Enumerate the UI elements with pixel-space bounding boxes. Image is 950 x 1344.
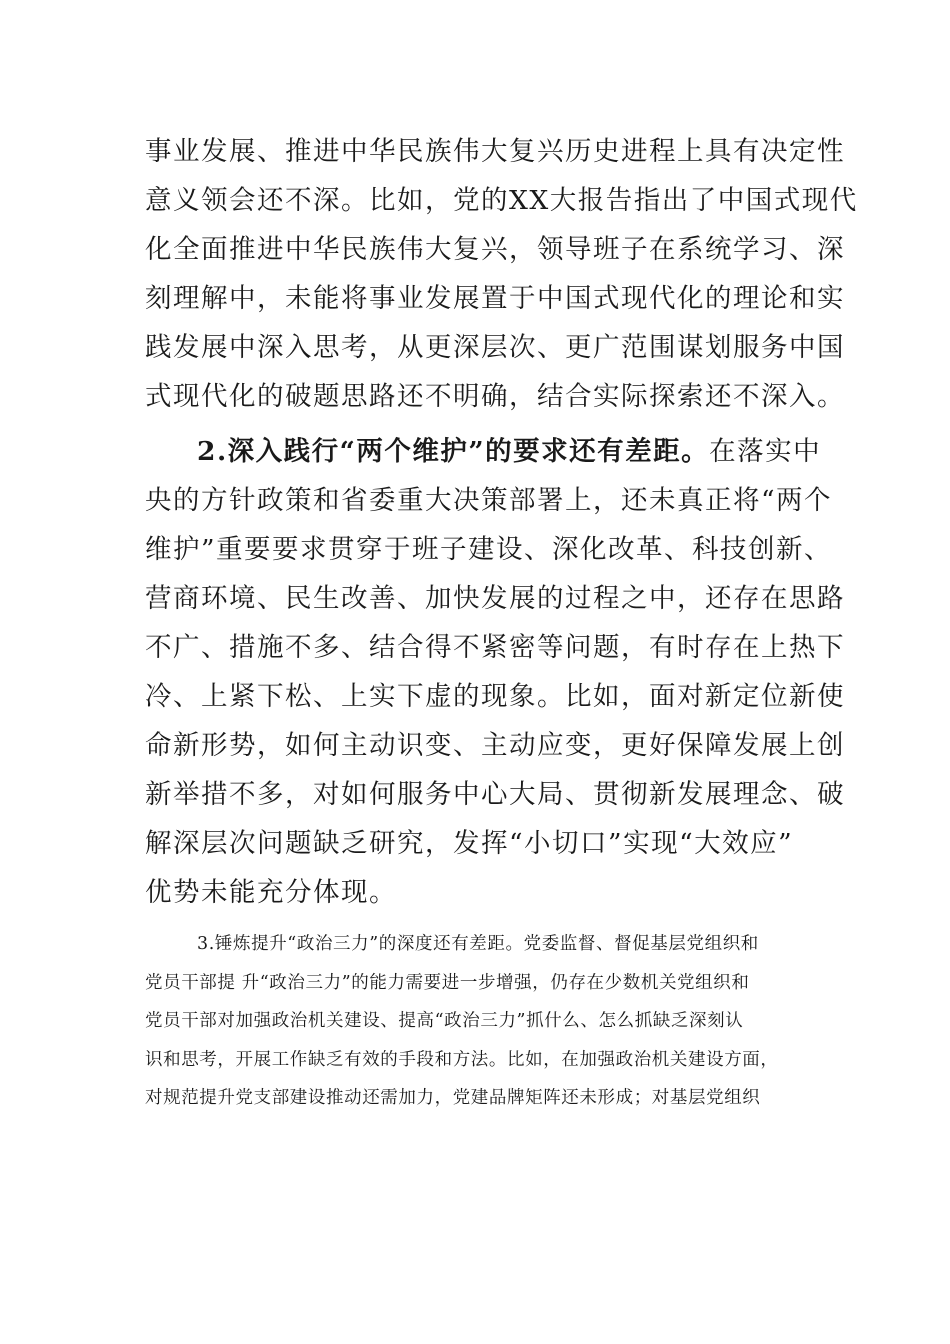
paragraph-2 (145, 427, 845, 917)
paragraph-1-line: 刻理解中，未能将事业发展置于中国式现代化的理论和实 (145, 283, 845, 314)
paragraph-2-line: 营商环境、民生改善、加快发展的过程之中，还存在思路 (145, 583, 845, 614)
paragraph-2-line: 解深层次问题缺乏研究，发挥“小切口”实现“大效应” (145, 828, 794, 859)
paragraph-1-line: 事业发展、推进中华民族伟大复兴历史进程上具有决定性 (145, 136, 845, 167)
paragraph-3-line: 党员干部对加强政治机关建设、提高“政治三力”抓什么、怎么抓缺乏深刻认 (145, 1011, 744, 1031)
paragraph-2-heading: 2.深入践行“两个维护”的要求还有差距。 (197, 436, 710, 467)
paragraph-3 (145, 925, 815, 1118)
paragraph-1 (145, 127, 858, 421)
paragraph-3-line: 对规范提升党支部建设推动还需加力，党建品牌矩阵还未形成；对基层党组织 (145, 1088, 761, 1108)
paragraph-2-line: 命新形势，如何主动识变、主动应变，更好保障发展上创 (145, 730, 845, 761)
paragraph-1-line: 践发展中深入思考，从更深层次、更广范围谋划服务中国 (145, 332, 845, 363)
paragraph-1-line: 式现代化的破题思路还不明确，结合实际探索还不深入。 (145, 381, 845, 412)
paragraph-2-line: 不广、措施不多、结合得不紧密等问题，有时存在上热下 (145, 632, 845, 663)
paragraph-2-line: 新举措不多，对如何服务中心大局、贯彻新发展理念、破 (145, 779, 845, 810)
paragraph-2-first-line-rest: 在落实中 (709, 436, 822, 467)
paragraph-3-line: 3.锤炼提升“政治三力”的深度还有差距。党委监督、督促基层党组织和 (197, 934, 759, 954)
paragraph-3-line: 党员干部提 升“政治三力”的能力需要进一步增强，仍存在少数机关党组织和 (145, 972, 750, 993)
paragraph-2-line: 维护”重要要求贯穿于班子建设、深化改革、科技创新、 (145, 534, 833, 565)
paragraph-1-line: 化全面推进中华民族伟大复兴，领导班子在系统学习、深 (145, 234, 845, 265)
paragraph-1-line: 意义领会还不深。比如，党的XX大报告指出了中国式现代 (145, 185, 858, 216)
paragraph-3-line: 识和思考，开展工作缺乏有效的手段和方法。比如，在加强政治机关建设方面， (145, 1049, 779, 1070)
paragraph-2-line: 冷、上紧下松、上实下虚的现象。比如，面对新定位新使 (145, 681, 845, 712)
paragraph-2-first-line (145, 427, 822, 476)
paragraph-2-line: 央的方针政策和省委重大决策部署上，还未真正将“两个 (145, 485, 833, 516)
paragraph-2-line: 优势未能充分体现。 (145, 877, 397, 908)
